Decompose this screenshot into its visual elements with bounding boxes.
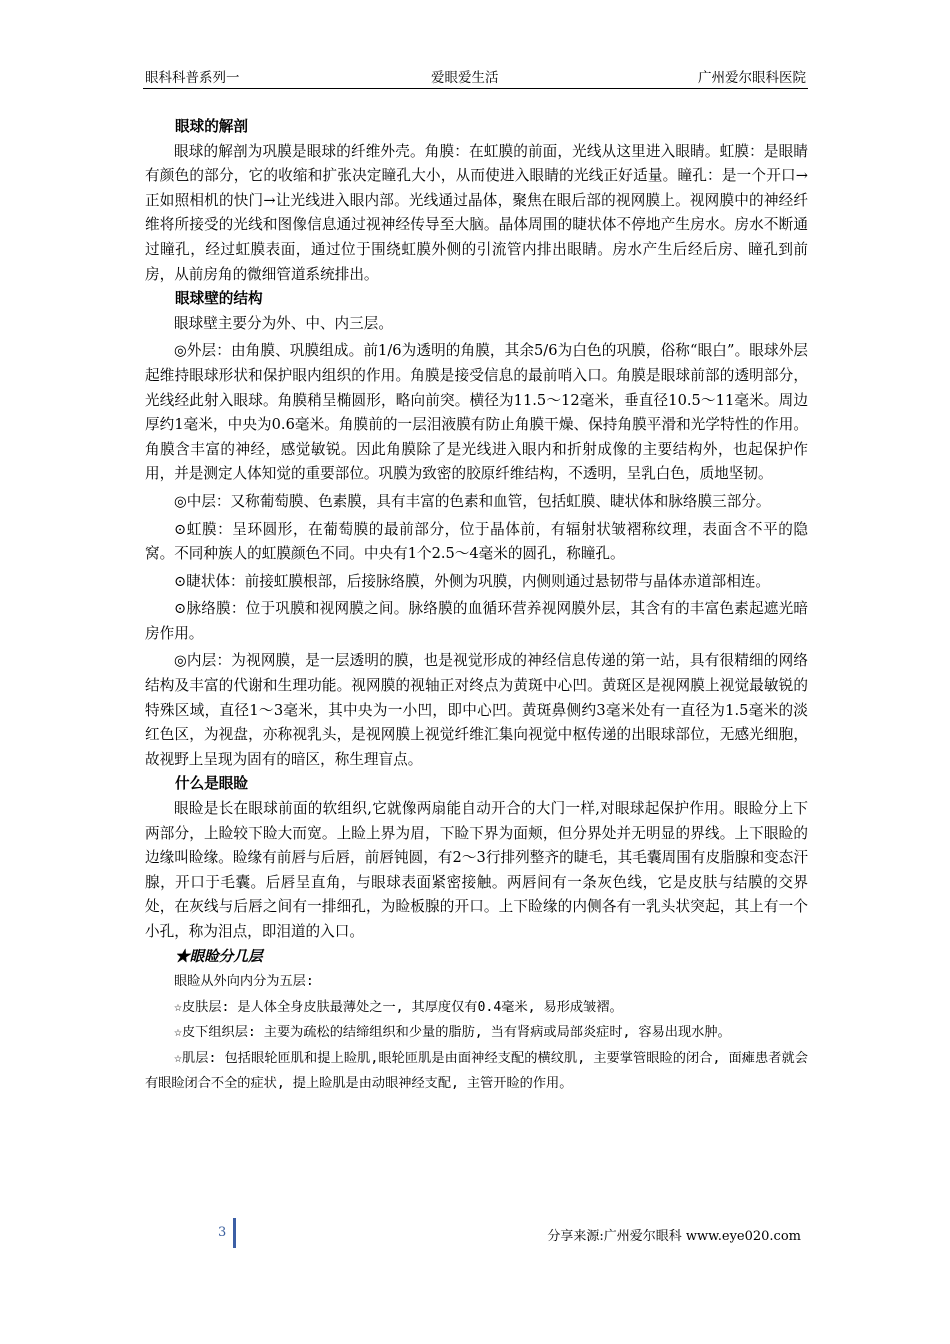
paragraph-skin-layer: ☆皮肤层: 是人体全身皮肤最薄处之一, 其厚度仅有0.4毫米, 易形成皱褶。 — [174, 999, 623, 1015]
header-slogan: 爱眼爱生活 — [431, 70, 499, 86]
section-title-eyeball-wall: 眼球壁的结构 — [175, 290, 263, 308]
paragraph-layers-intro: 眼睑从外向内分为五层: — [174, 974, 314, 990]
paragraph-ciliary-body: ⊙睫状体：前接虹膜根部，后接脉络膜，外侧为巩膜，内侧则通过悬韧带与晶体赤道部相连。 — [174, 572, 770, 590]
section-title-eyelid: 什么是眼睑 — [175, 775, 248, 793]
page-header — [143, 66, 808, 89]
page-number: 3 — [218, 1225, 227, 1240]
paragraph-muscle-layer: ☆肌层: 包括眼轮匝肌和提上睑肌,眼轮匝肌是由面神经支配的横纹肌, 主要掌管眼睑的闭合, 面瘫患者就会有眼睑闭合不全的症状, 提上睑肌是由动眼神经支配, 主管开睑的作用。 — [145, 1050, 808, 1092]
paragraph-iris: ⊙虹膜：呈环圆形，在葡萄膜的最前部分，位于晶体前，有辐射状皱褶称纹理，表面含不平的隐窝。不同种族人的虹膜颜色不同。中央有1个2.5～4毫米的圆孔，称瞳孔。 — [145, 520, 808, 563]
paragraph-anatomy: 眼球的解剖为巩膜是眼球的纤维外壳。角膜：在虹膜的前面，光线从这里进入眼睛。虹膜：是眼睛有颜色的部分，它的收缩和扩张决定瞳孔大小，从而使进入眼睛的光线正好适量。瞳孔：是一个开口→正如照相机的快门→让光线进入眼内部。光线通过晶体，聚焦在眼后部的视网膜上。视网膜中的神经纤维将所接受的光线和图像信息通过视神经传导至大脑。晶体周围的睫状体不停地产生房水。房水不断通过瞳孔，经过虹膜表面，通过位于围绕虹膜外侧的引流管内排出眼睛。房水产生后经后房、瞳孔到前房，从前房角的微细管道系统排出。 — [145, 142, 808, 283]
paragraph-subcutaneous-layer: ☆皮下组织层: 主要为疏松的结缔组织和少量的脂肪, 当有肾病或局部炎症时, 容易出现水肿。 — [174, 1025, 731, 1041]
paragraph-middle-layer: ◎中层：又称葡萄膜、色素膜，具有丰富的色素和血管，包括虹膜、睫状体和脉络膜三部分。 — [174, 492, 771, 510]
footer-source: 分享来源:广州爱尔眼科 www.eye020.com — [547, 1229, 801, 1244]
paragraph-choroid: ⊙脉络膜：位于巩膜和视网膜之间。脉络膜的血循环营养视网膜外层，其含有的丰富色素起遮光暗房作用。 — [145, 600, 808, 642]
document-body — [145, 115, 808, 1097]
section-title-eyelid-layers: ★眼睑分几层 — [175, 947, 263, 965]
section-title-anatomy: 眼球的解剖 — [175, 118, 248, 135]
header-hospital: 广州爱尔眼科医院 — [698, 70, 806, 86]
paragraph-wall-intro: 眼球壁主要分为外、中、内三层。 — [174, 314, 393, 332]
paragraph-outer-layer: ◎外层：由角膜、巩膜组成。前1/6为透明的角膜，其余5/6为白色的巩膜，俗称“眼白”。眼球外层起维持眼球形状和保护眼内组织的作用。角膜是接受信息的最前哨入口。角膜是眼球前部的透明部分，光线经此射入眼球。角膜稍呈椭圆形，略向前突。横径为11.5～12毫米，垂直径10.5～11毫米。周边厚约1毫米，中央为0.6毫米。角膜前的一层泪液膜有防止角膜干燥、保持角膜平滑和光学特性的作用。角膜含丰富的神经，感觉敏锐。因此角膜除了是光线进入眼内和折射成像的主要结构外，也起保护作用，并是测定人体知觉的重要部位。巩膜为致密的胶原纤维结构，不透明，呈乳白色，质地坚韧。 — [145, 342, 808, 483]
paragraph-eyelid: 眼睑是长在眼球前面的软组织,它就像两扇能自动开合的大门一样,对眼球起保护作用。眼睑分上下两部分，上睑较下睑大而宽。上睑上界为眉，下睑下界为面颊，但分界处并无明显的界线。上下眼睑的边缘叫睑缘。睑缘有前唇与后唇，前唇钝圆，有2～3行排列整齐的睫毛，其毛囊周围有皮脂腺和变态汗腺，开口于毛囊。后唇呈直角，与眼球表面紧密接触。两唇间有一条灰色线，它是皮肤与结膜的交界处，在灰线与后唇之间有一排细孔，为睑板腺的开口。上下睑缘的内侧各有一乳头状突起，其上有一个小孔，称为泪点，即泪道的入口。 — [145, 800, 808, 940]
paragraph-inner-layer: ◎内层：为视网膜，是一层透明的膜，也是视觉形成的神经信息传递的第一站，具有很精细的网络结构及丰富的代谢和生理功能。视网膜的视轴正对终点为黄斑中心凹。黄斑区是视网膜上视觉最敏锐的特殊区域，直径1～3毫米，其中央为一小凹，即中心凹。黄斑鼻侧约3毫米处有一直径为1.5毫米的淡红色区，为视盘，亦称视乳头，是视网膜上视觉纤维汇集向视觉中枢传递的出眼球部位，无感光细胞，故视野上呈现为固有的暗区，称生理盲点。 — [145, 652, 808, 768]
page-footer — [0, 1218, 950, 1248]
footer-divider-bar — [233, 1218, 236, 1248]
header-series: 眼科科普系列一 — [145, 70, 240, 86]
